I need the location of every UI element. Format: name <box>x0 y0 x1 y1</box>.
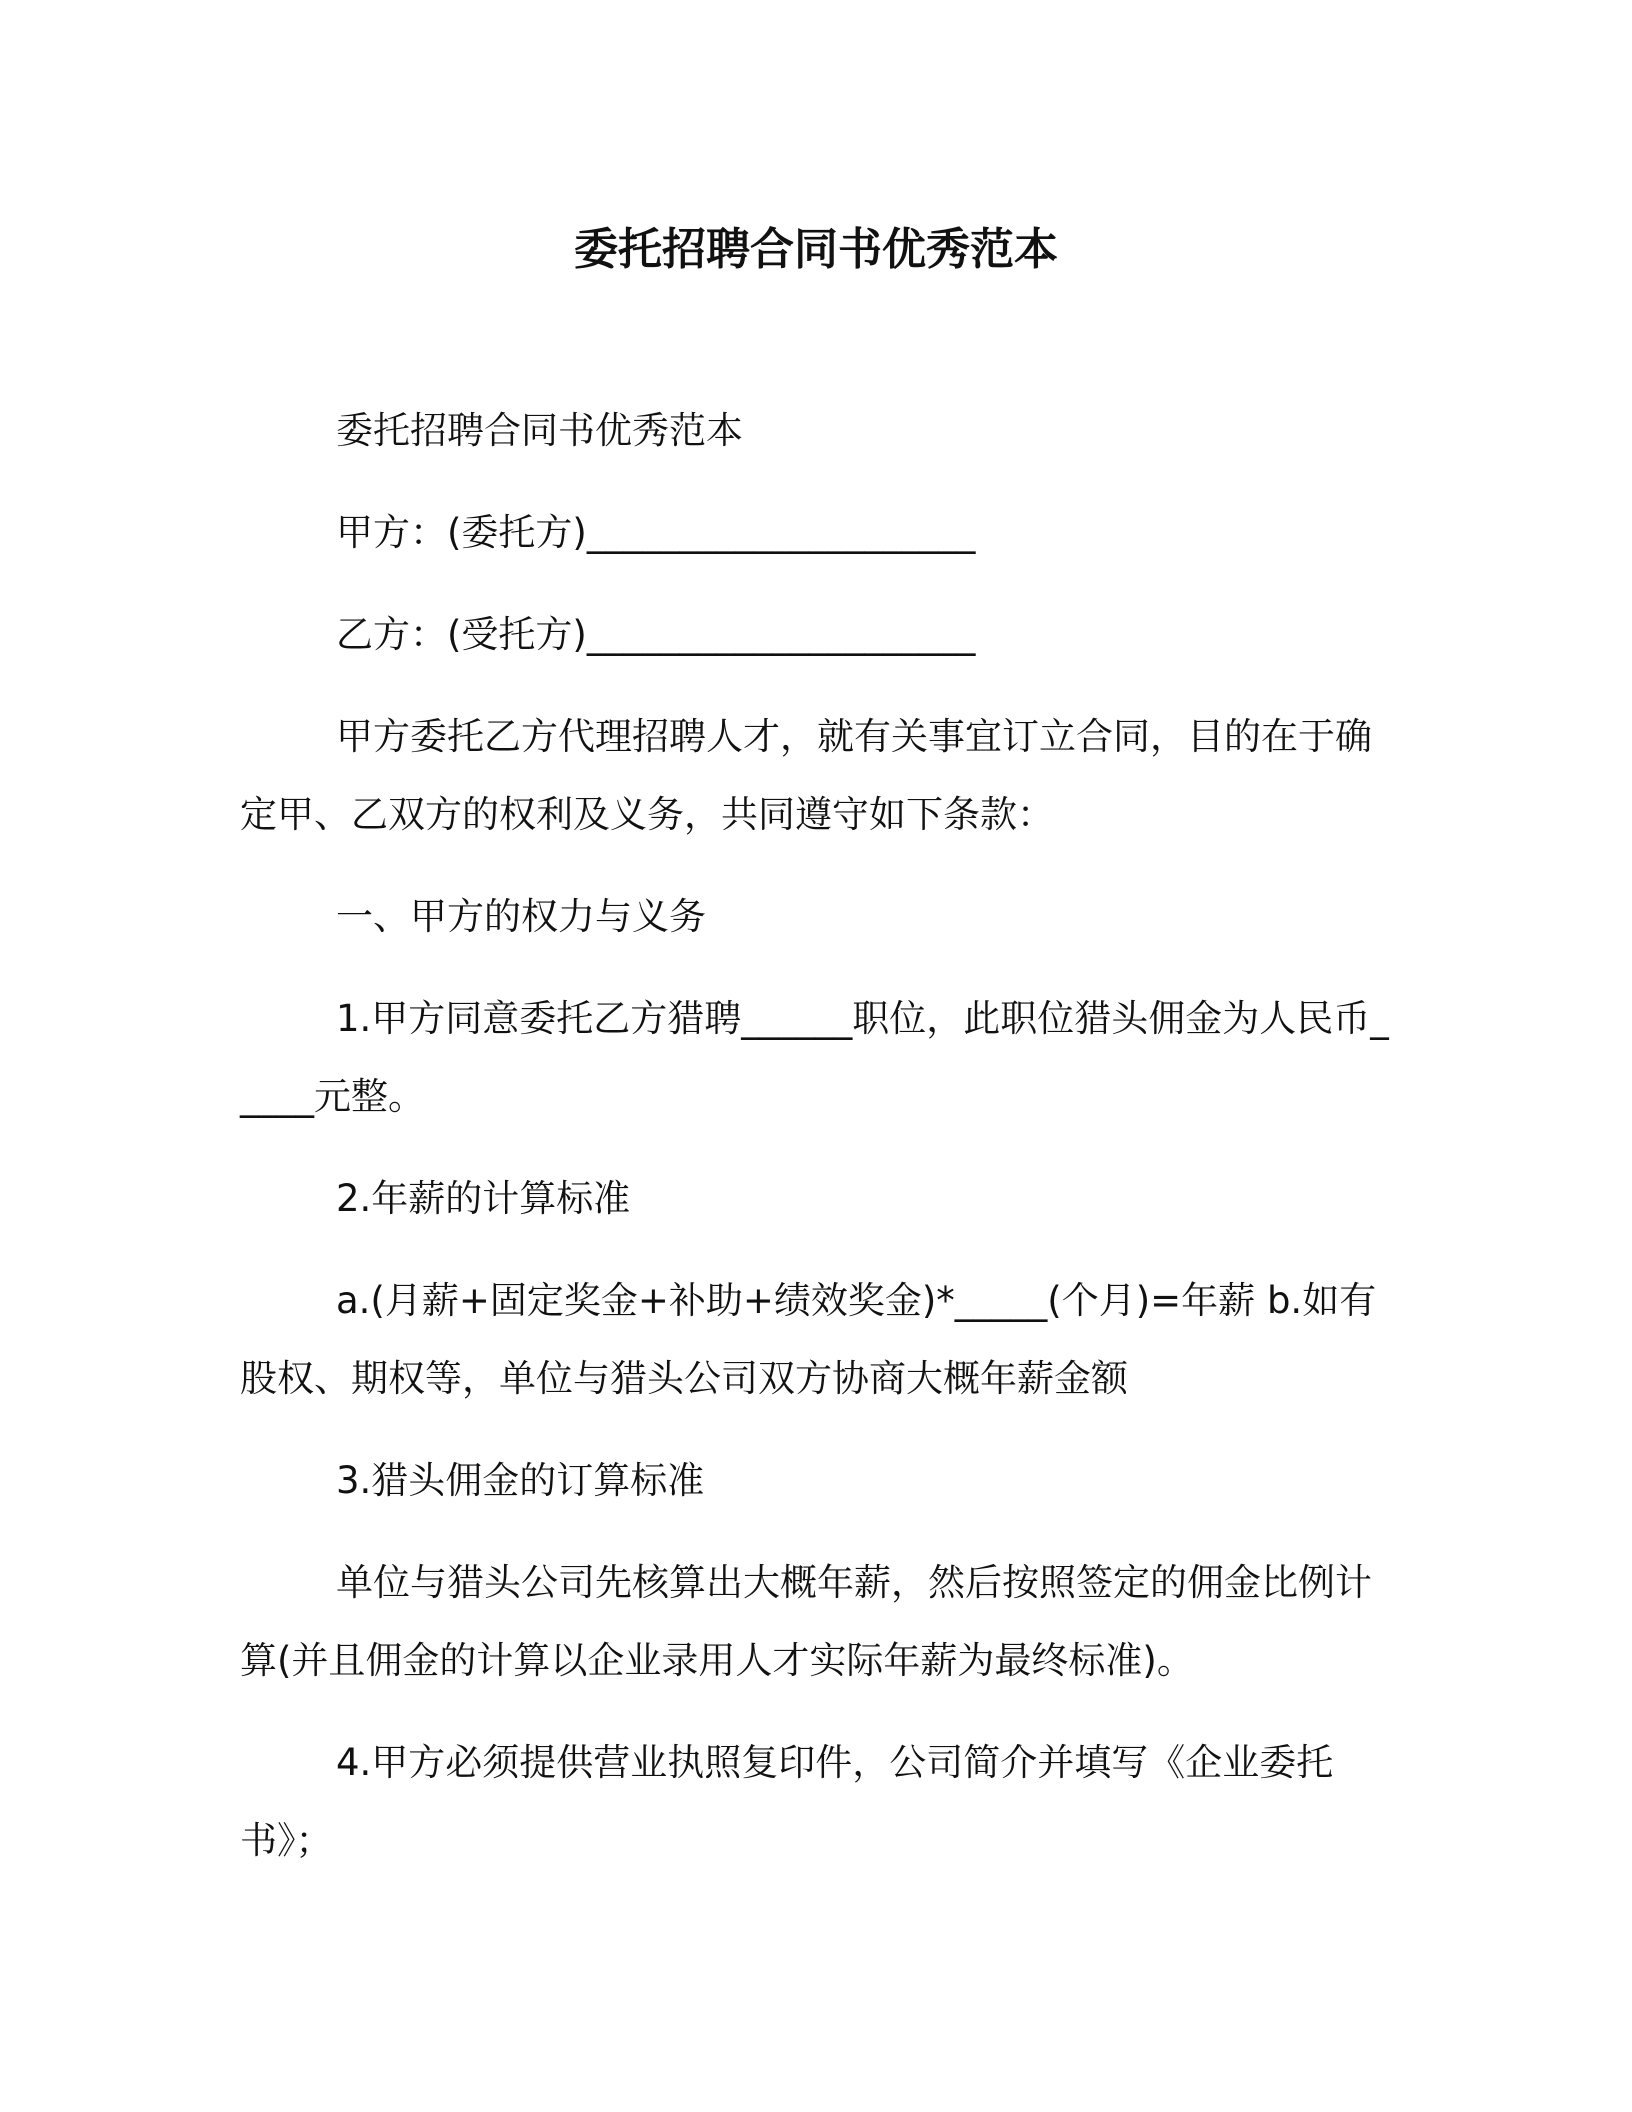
paragraph-clause-1: 1.甲方同意委托乙方猎聘______职位，此职位猎头佣金为人民币_____元整。 <box>240 997 1389 1118</box>
paragraph-party-a: 甲方：(委托方)_____________________ <box>336 511 976 554</box>
paragraph-clause-3-detail: 单位与猎头公司先核算出大概年薪，然后按照签定的佣金比例计算(并且佣金的计算以企业录用人才实际年薪为最终标准)。 <box>240 1561 1372 1682</box>
paragraph-clause-3: 3.猎头佣金的订算标准 <box>336 1459 705 1502</box>
paragraph-clause-2a: a.(月薪+固定奖金+补助+绩效奖金)*_____(个月)=年薪 b.如有股权、期权等，单位与猎头公司双方协商大概年薪金额 <box>240 1279 1377 1400</box>
paragraph-preamble: 甲方委托乙方代理招聘人才，就有关事宜订立合同，目的在于确定甲、乙双方的权利及义务，共同遵守如下条款： <box>240 715 1372 836</box>
document-title: 委托招聘合同书优秀范本 <box>574 224 1058 275</box>
paragraph-party-b: 乙方：(受托方)_____________________ <box>336 613 976 656</box>
paragraph-clause-2: 2.年薪的计算标准 <box>336 1177 631 1220</box>
paragraph-clause-4: 4.甲方必须提供营业执照复印件，公司简介并填写《企业委托书》； <box>240 1741 1334 1862</box>
paragraph-section-one: 一、甲方的权力与义务 <box>336 895 706 938</box>
paragraph-heading: 委托招聘合同书优秀范本 <box>336 409 743 452</box>
